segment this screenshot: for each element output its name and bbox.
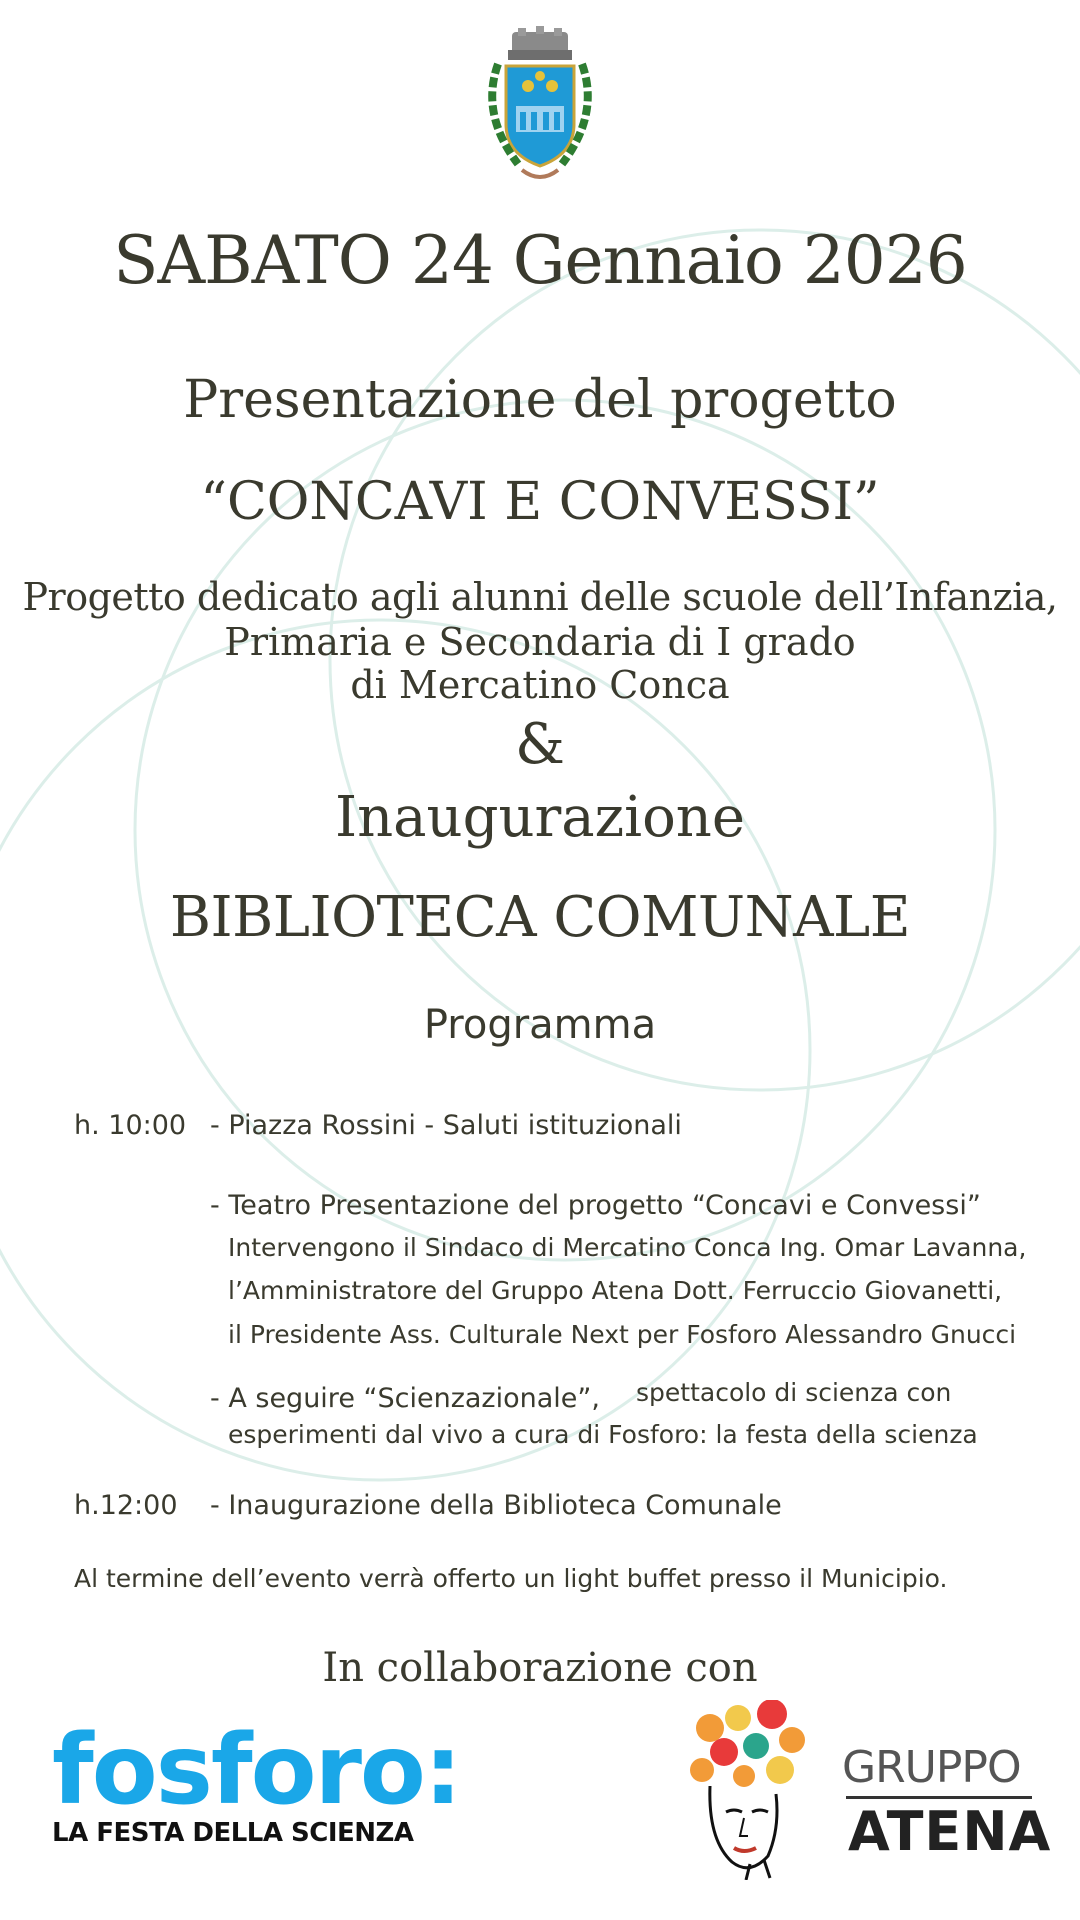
program-item-detail: l’Amministratore del Gruppo Atena Dott. Ferruccio Giovanetti,	[228, 1276, 1003, 1305]
dedication-line-1: Progetto dedicato agli alunni delle scuole dell’Infanzia,	[22, 575, 1058, 619]
coat-of-arms-logo	[478, 24, 602, 190]
program-title: Programma	[423, 1002, 657, 1048]
atena-face-logo-icon	[680, 1700, 814, 1880]
program-item-text: - A seguire “Scienzazionale”,	[210, 1383, 600, 1414]
library-heading: BIBLIOTECA COMUNALE	[169, 885, 911, 950]
inauguration-heading: Inaugurazione	[334, 785, 746, 850]
program-note: Al termine dell’evento verrà offerto un light buffet presso il Municipio.	[74, 1564, 948, 1593]
dedication-line-2: Primaria e Secondaria di I grado	[224, 620, 856, 664]
atena-logo-bottom: ATENA	[848, 1800, 1052, 1863]
program-item-text: - Inaugurazione della Biblioteca Comunale	[210, 1490, 782, 1521]
atena-logo-top: GRUPPO	[842, 1742, 1021, 1793]
ampersand: &	[515, 712, 565, 777]
program-item-detail: esperimenti dal vivo a cura di Fosforo: la festa della scienza	[228, 1420, 978, 1449]
program-item-text: - Teatro Presentazione del progetto “Concavi e Convessi”	[210, 1190, 981, 1221]
fosforo-logo-tagline: LA FESTA DELLA SCIENZA	[52, 1818, 414, 1848]
fosforo-logo-name: fosforo:	[52, 1714, 461, 1826]
program-item-detail: il Presidente Ass. Culturale Next per Fosforo Alessandro Gnucci	[228, 1320, 1017, 1349]
atena-logo-divider	[846, 1796, 1032, 1799]
program-time: h. 10:00	[74, 1110, 187, 1141]
program-item-detail: Intervengono il Sindaco di Mercatino Conca Ing. Omar Lavanna,	[228, 1233, 1027, 1262]
program-item-text-cont: spettacolo di scienza con	[636, 1378, 952, 1407]
program-time: h.12:00	[74, 1490, 178, 1521]
presentation-heading: Presentazione del progetto	[183, 370, 897, 430]
event-date: SABATO 24 Gennaio 2026	[113, 222, 967, 299]
collaboration-heading: In collaborazione con	[322, 1645, 758, 1691]
program-item-text: - Piazza Rossini - Saluti istituzionali	[210, 1110, 682, 1141]
project-name: “CONCAVI E CONVESSI”	[200, 472, 880, 532]
dedication-line-3: di Mercatino Conca	[350, 663, 730, 707]
